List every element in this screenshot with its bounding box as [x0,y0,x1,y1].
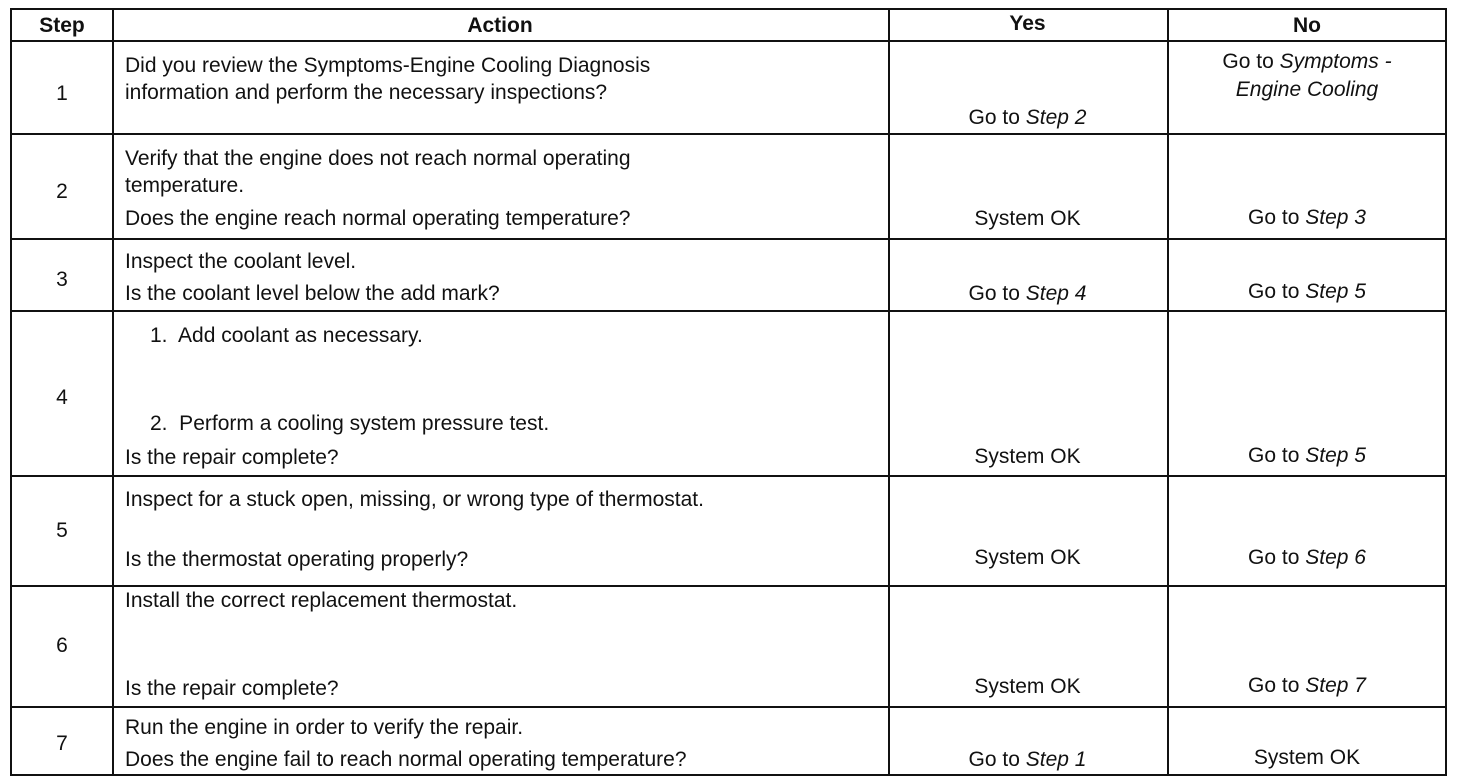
action-question: Is the repair complete? [125,446,339,469]
column-divider [112,10,114,774]
action-text: Did you review the Symptoms-Engine Cooling Diagnosis [125,54,651,77]
action-list-item: 2. Perform a cooling system pressure test. [150,412,550,435]
row-divider [12,475,1445,477]
header-no: No [1293,14,1321,37]
yes-cell: System OK [974,546,1081,569]
step-number: 6 [56,634,68,657]
action-text: Run the engine in order to verify the repair. [125,716,524,739]
no-cell: Go to Step 3 [1248,206,1366,229]
action-question: Is the repair complete? [125,677,339,700]
header-step: Step [39,14,85,37]
row-divider [12,706,1445,708]
row-divider [12,40,1445,42]
action-list-item: 1. Add coolant as necessary. [150,324,423,347]
header-yes: Yes [1009,12,1046,35]
yes-cell: System OK [974,675,1081,698]
action-question: Is the coolant level below the add mark? [125,282,500,305]
action-text: Verify that the engine does not reach normal operating [125,147,631,170]
action-question: Does the engine fail to reach normal operating temperature? [125,748,687,771]
yes-cell: System OK [974,445,1081,468]
no-cell: Go to Symptoms - [1222,50,1392,73]
yes-cell: Go to Step 2 [968,106,1087,129]
step-number: 2 [56,180,68,203]
action-text: Inspect the coolant level. [125,250,357,273]
diagnostic-table [10,8,1447,776]
step-number: 1 [56,82,68,105]
header-action: Action [467,14,533,37]
action-question: Does the engine reach normal operating temperature? [125,207,631,230]
column-divider [1167,10,1169,774]
row-divider [12,238,1445,240]
step-number: 3 [56,268,68,291]
yes-cell: Go to Step 4 [968,282,1087,305]
yes-cell: Go to Step 1 [968,748,1087,771]
row-divider [12,133,1445,135]
step-number: 5 [56,519,68,542]
no-cell: Go to Step 5 [1248,280,1366,303]
action-text: temperature. [125,174,245,197]
no-cell: System OK [1253,746,1361,769]
action-text: Inspect for a stuck open, missing, or wrong type of thermostat. [125,488,704,511]
action-text: information and perform the necessary inspections? [125,81,608,104]
action-question: Is the thermostat operating properly? [125,548,469,571]
no-cell: Go to Step 7 [1248,674,1366,697]
step-number: 4 [56,386,68,409]
no-cell: Go to Step 6 [1248,546,1366,569]
row-divider [12,310,1445,312]
action-text: Install the correct replacement thermostat. [125,589,518,612]
yes-cell: System OK [974,207,1081,230]
no-cell-continued: Engine Cooling [1235,78,1379,101]
no-cell: Go to Step 5 [1248,444,1366,467]
step-number: 7 [56,732,68,755]
